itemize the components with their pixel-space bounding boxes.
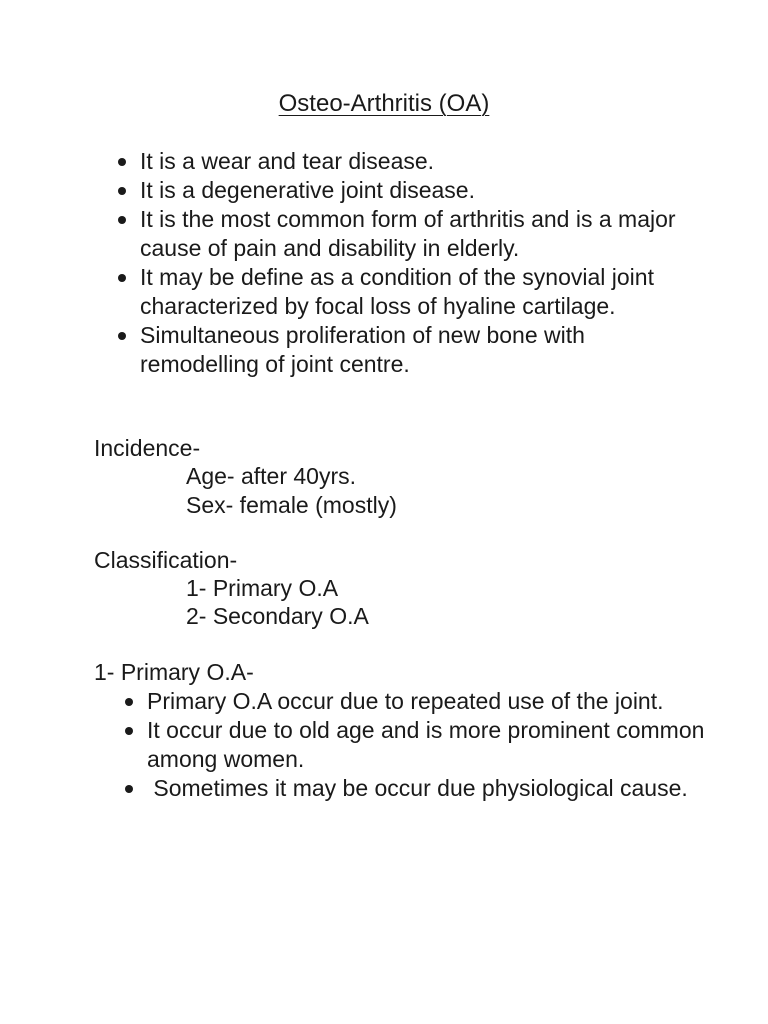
list-item — [140, 147, 700, 176]
bullet-text: Sometimes it may be occur due physiological cause. — [147, 775, 688, 801]
page-title: Osteo-Arthritis (OA) — [278, 90, 490, 117]
bullet-icon — [118, 158, 126, 166]
bullet-icon — [118, 274, 126, 282]
bullet-icon — [118, 187, 126, 195]
bullet-text: Primary O.A occur due to repeated use of the joint. — [147, 688, 664, 714]
primary-oa-heading: 1- Primary O.A- — [94, 659, 254, 685]
bullet-text: It is a degenerative joint disease. — [140, 177, 475, 203]
bullet-icon — [118, 332, 126, 340]
incidence-age: Age- after 40yrs. — [186, 463, 357, 489]
classification-item: 1- Primary O.A — [186, 575, 339, 601]
list-item — [140, 205, 700, 263]
bullet-text: It is the most common form of arthritis and is a major cause of pain and disability in elderly. — [140, 206, 676, 261]
list-item — [140, 321, 700, 379]
incidence-heading: Incidence- — [94, 435, 201, 461]
bullet-icon — [125, 727, 133, 735]
list-item — [147, 687, 707, 716]
bullet-text: It may be define as a condition of the synovial joint characterized by focal loss of hyaline cartilage. — [140, 264, 654, 319]
intro-bullet-list — [140, 147, 700, 379]
bullet-icon — [125, 698, 133, 706]
list-item — [147, 774, 707, 803]
bullet-text: It is a wear and tear disease. — [140, 148, 435, 174]
primary-oa-bullet-list — [147, 687, 707, 803]
bullet-icon — [125, 785, 133, 793]
classification-item: 2- Secondary O.A — [186, 603, 369, 629]
classification-heading: Classification- — [94, 547, 238, 573]
incidence-sex: Sex- female (mostly) — [186, 492, 397, 518]
list-item — [140, 176, 700, 205]
bullet-text: Simultaneous proliferation of new bone with remodelling of joint centre. — [140, 322, 585, 377]
list-item — [140, 263, 700, 321]
list-item — [147, 716, 707, 774]
bullet-text: It occur due to old age and is more prominent common among women. — [147, 717, 705, 772]
bullet-icon — [118, 216, 126, 224]
